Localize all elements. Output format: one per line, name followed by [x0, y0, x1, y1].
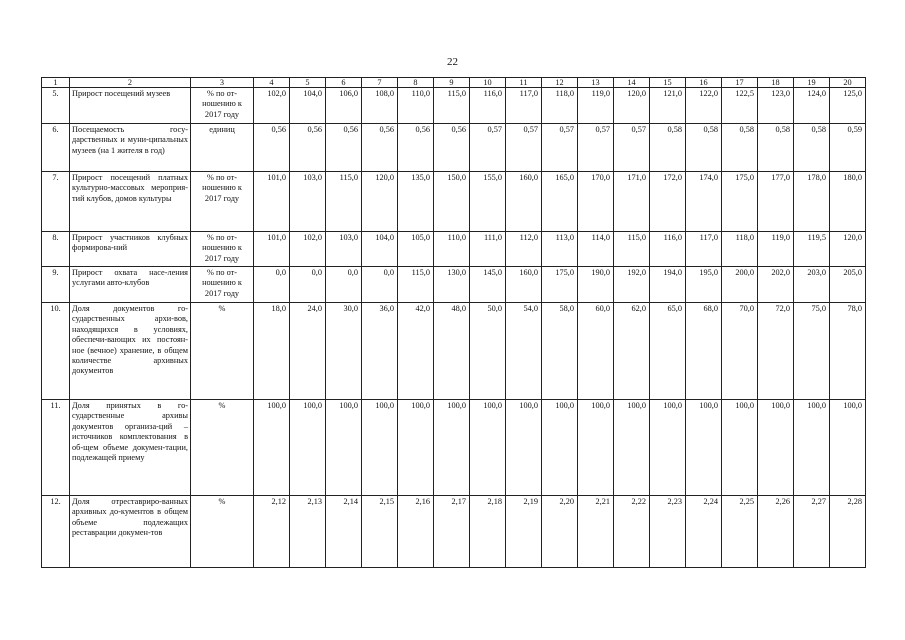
value-cell: 100,0 [290, 400, 326, 496]
value-cell: 195,0 [686, 267, 722, 303]
value-cell: 175,0 [722, 172, 758, 232]
value-cell: 180,0 [830, 172, 866, 232]
unit-of-measure: % [191, 303, 254, 400]
value-cell: 118,0 [722, 232, 758, 267]
value-cell: 100,0 [434, 400, 470, 496]
value-cell: 115,0 [398, 267, 434, 303]
value-cell: 78,0 [830, 303, 866, 400]
value-cell: 101,0 [254, 232, 290, 267]
value-cell: 0,56 [326, 124, 362, 172]
value-cell: 122,0 [686, 88, 722, 124]
value-cell: 108,0 [362, 88, 398, 124]
value-cell: 110,0 [398, 88, 434, 124]
value-cell: 2,26 [758, 496, 794, 568]
value-cell: 0,57 [578, 124, 614, 172]
indicator-name: Доля документов го-сударственных архи-вов, находящихся в условиях, обеспечи-вающих их постоян-ное (вечное) хранение, в общем количестве архивных документов [70, 303, 191, 400]
value-cell: 120,0 [614, 88, 650, 124]
value-cell: 72,0 [758, 303, 794, 400]
value-cell: 0,58 [722, 124, 758, 172]
column-header: 16 [686, 78, 722, 88]
value-cell: 177,0 [758, 172, 794, 232]
indicator-name: Прирост охвата насе-ления услугами авто-клубов [70, 267, 191, 303]
value-cell: 2,14 [326, 496, 362, 568]
value-cell: 178,0 [794, 172, 830, 232]
value-cell: 200,0 [722, 267, 758, 303]
table-row [42, 267, 866, 303]
value-cell: 105,0 [398, 232, 434, 267]
value-cell: 54,0 [506, 303, 542, 400]
value-cell: 2,16 [398, 496, 434, 568]
value-cell: 115,0 [434, 88, 470, 124]
column-header: 20 [830, 78, 866, 88]
unit-of-measure: % по от-ношению к 2017 году [191, 267, 254, 303]
value-cell: 110,0 [434, 232, 470, 267]
value-cell: 0,58 [758, 124, 794, 172]
value-cell: 2,22 [614, 496, 650, 568]
value-cell: 102,0 [290, 232, 326, 267]
unit-of-measure: % по от-ношению к 2017 году [191, 172, 254, 232]
value-cell: 116,0 [470, 88, 506, 124]
value-cell: 0,0 [290, 267, 326, 303]
column-header: 5 [290, 78, 326, 88]
value-cell: 100,0 [830, 400, 866, 496]
value-cell: 0,56 [254, 124, 290, 172]
value-cell: 100,0 [326, 400, 362, 496]
value-cell: 170,0 [578, 172, 614, 232]
value-cell: 121,0 [650, 88, 686, 124]
value-cell: 0,58 [650, 124, 686, 172]
value-cell: 103,0 [326, 232, 362, 267]
value-cell: 42,0 [398, 303, 434, 400]
value-cell: 2,25 [722, 496, 758, 568]
row-number: 11. [42, 400, 70, 496]
table-row [42, 232, 866, 267]
table-row [42, 303, 866, 400]
column-header: 17 [722, 78, 758, 88]
value-cell: 111,0 [470, 232, 506, 267]
value-cell: 123,0 [758, 88, 794, 124]
value-cell: 203,0 [794, 267, 830, 303]
value-cell: 0,0 [362, 267, 398, 303]
value-cell: 2,18 [470, 496, 506, 568]
value-cell: 0,0 [326, 267, 362, 303]
value-cell: 113,0 [542, 232, 578, 267]
value-cell: 194,0 [650, 267, 686, 303]
value-cell: 115,0 [614, 232, 650, 267]
column-header: 18 [758, 78, 794, 88]
value-cell: 165,0 [542, 172, 578, 232]
column-header: 6 [326, 78, 362, 88]
unit-of-measure: единиц [191, 124, 254, 172]
value-cell: 2,20 [542, 496, 578, 568]
value-cell: 192,0 [614, 267, 650, 303]
value-cell: 100,0 [254, 400, 290, 496]
value-cell: 2,19 [506, 496, 542, 568]
indicator-name: Прирост посещений платных культурно-массовых мероприя-тий клубов, домов культуры [70, 172, 191, 232]
value-cell: 0,59 [830, 124, 866, 172]
column-header: 12 [542, 78, 578, 88]
value-cell: 101,0 [254, 172, 290, 232]
column-header: 11 [506, 78, 542, 88]
value-cell: 119,0 [578, 88, 614, 124]
value-cell: 2,17 [434, 496, 470, 568]
value-cell: 103,0 [290, 172, 326, 232]
value-cell: 100,0 [362, 400, 398, 496]
value-cell: 172,0 [650, 172, 686, 232]
value-cell: 0,57 [506, 124, 542, 172]
value-cell: 100,0 [614, 400, 650, 496]
row-number: 7. [42, 172, 70, 232]
value-cell: 100,0 [758, 400, 794, 496]
value-cell: 145,0 [470, 267, 506, 303]
value-cell: 117,0 [686, 232, 722, 267]
value-cell: 155,0 [470, 172, 506, 232]
column-header: 13 [578, 78, 614, 88]
column-header: 8 [398, 78, 434, 88]
value-cell: 205,0 [830, 267, 866, 303]
value-cell: 175,0 [542, 267, 578, 303]
value-cell: 100,0 [398, 400, 434, 496]
table-row [42, 88, 866, 124]
value-cell: 0,57 [614, 124, 650, 172]
value-cell: 160,0 [506, 267, 542, 303]
value-cell: 100,0 [506, 400, 542, 496]
value-cell: 70,0 [722, 303, 758, 400]
value-cell: 18,0 [254, 303, 290, 400]
value-cell: 0,56 [362, 124, 398, 172]
value-cell: 124,0 [794, 88, 830, 124]
value-cell: 0,58 [794, 124, 830, 172]
value-cell: 120,0 [362, 172, 398, 232]
value-cell: 171,0 [614, 172, 650, 232]
value-cell: 2,27 [794, 496, 830, 568]
value-cell: 2,21 [578, 496, 614, 568]
value-cell: 115,0 [326, 172, 362, 232]
value-cell: 104,0 [290, 88, 326, 124]
value-cell: 160,0 [506, 172, 542, 232]
indicator-name: Доля отреставриро-ванных архивных до-кументов в общем объеме подлежащих реставрации докумен-тов [70, 496, 191, 568]
value-cell: 0,58 [686, 124, 722, 172]
value-cell: 104,0 [362, 232, 398, 267]
unit-of-measure: % по от-ношению к 2017 году [191, 88, 254, 124]
column-header: 4 [254, 78, 290, 88]
value-cell: 0,56 [434, 124, 470, 172]
value-cell: 0,56 [398, 124, 434, 172]
value-cell: 65,0 [650, 303, 686, 400]
value-cell: 62,0 [614, 303, 650, 400]
value-cell: 2,24 [686, 496, 722, 568]
indicator-name: Доля принятых в го-сударственные архивы документов организа-ций – источников комплектования в об-щем объеме докумен-тации, подлежащей приему [70, 400, 191, 496]
value-cell: 119,0 [758, 232, 794, 267]
value-cell: 48,0 [434, 303, 470, 400]
column-header: 15 [650, 78, 686, 88]
unit-of-measure: % по от-ношению к 2017 году [191, 232, 254, 267]
value-cell: 190,0 [578, 267, 614, 303]
value-cell: 58,0 [542, 303, 578, 400]
value-cell: 102,0 [254, 88, 290, 124]
value-cell: 114,0 [578, 232, 614, 267]
row-number: 5. [42, 88, 70, 124]
value-cell: 150,0 [434, 172, 470, 232]
column-header: 14 [614, 78, 650, 88]
value-cell: 100,0 [578, 400, 614, 496]
column-header: 3 [191, 78, 254, 88]
value-cell: 125,0 [830, 88, 866, 124]
row-number: 12. [42, 496, 70, 568]
indicator-name: Посещаемость госу-дарственных и муни-ципальных музеев (на 1 жителя в год) [70, 124, 191, 172]
value-cell: 174,0 [686, 172, 722, 232]
value-cell: 36,0 [362, 303, 398, 400]
page-number: 22 [447, 56, 458, 68]
table-row [42, 124, 866, 172]
value-cell: 75,0 [794, 303, 830, 400]
row-number: 9. [42, 267, 70, 303]
value-cell: 2,13 [290, 496, 326, 568]
value-cell: 60,0 [578, 303, 614, 400]
value-cell: 50,0 [470, 303, 506, 400]
table-row [42, 400, 866, 496]
table-row [42, 496, 866, 568]
value-cell: 30,0 [326, 303, 362, 400]
value-cell: 100,0 [542, 400, 578, 496]
column-header: 9 [434, 78, 470, 88]
indicators-table [41, 77, 866, 568]
value-cell: 130,0 [434, 267, 470, 303]
unit-of-measure: % [191, 496, 254, 568]
value-cell: 100,0 [650, 400, 686, 496]
value-cell: 68,0 [686, 303, 722, 400]
value-cell: 0,0 [254, 267, 290, 303]
value-cell: 2,28 [830, 496, 866, 568]
column-header: 19 [794, 78, 830, 88]
value-cell: 0,57 [470, 124, 506, 172]
value-cell: 0,56 [290, 124, 326, 172]
value-cell: 117,0 [506, 88, 542, 124]
indicator-name: Прирост посещений музеев [70, 88, 191, 124]
column-header: 2 [70, 78, 191, 88]
value-cell: 112,0 [506, 232, 542, 267]
value-cell: 2,23 [650, 496, 686, 568]
indicator-name: Прирост участников клубных формирова-ний [70, 232, 191, 267]
column-header: 10 [470, 78, 506, 88]
header-row [42, 78, 866, 88]
column-header: 1 [42, 78, 70, 88]
value-cell: 100,0 [686, 400, 722, 496]
value-cell: 116,0 [650, 232, 686, 267]
value-cell: 120,0 [830, 232, 866, 267]
unit-of-measure: % [191, 400, 254, 496]
column-header: 7 [362, 78, 398, 88]
value-cell: 100,0 [794, 400, 830, 496]
row-number: 10. [42, 303, 70, 400]
value-cell: 135,0 [398, 172, 434, 232]
table-row [42, 172, 866, 232]
value-cell: 119,5 [794, 232, 830, 267]
value-cell: 100,0 [470, 400, 506, 496]
value-cell: 24,0 [290, 303, 326, 400]
value-cell: 100,0 [722, 400, 758, 496]
value-cell: 106,0 [326, 88, 362, 124]
row-number: 8. [42, 232, 70, 267]
value-cell: 202,0 [758, 267, 794, 303]
value-cell: 122,5 [722, 88, 758, 124]
value-cell: 2,12 [254, 496, 290, 568]
value-cell: 0,57 [542, 124, 578, 172]
row-number: 6. [42, 124, 70, 172]
value-cell: 118,0 [542, 88, 578, 124]
value-cell: 2,15 [362, 496, 398, 568]
